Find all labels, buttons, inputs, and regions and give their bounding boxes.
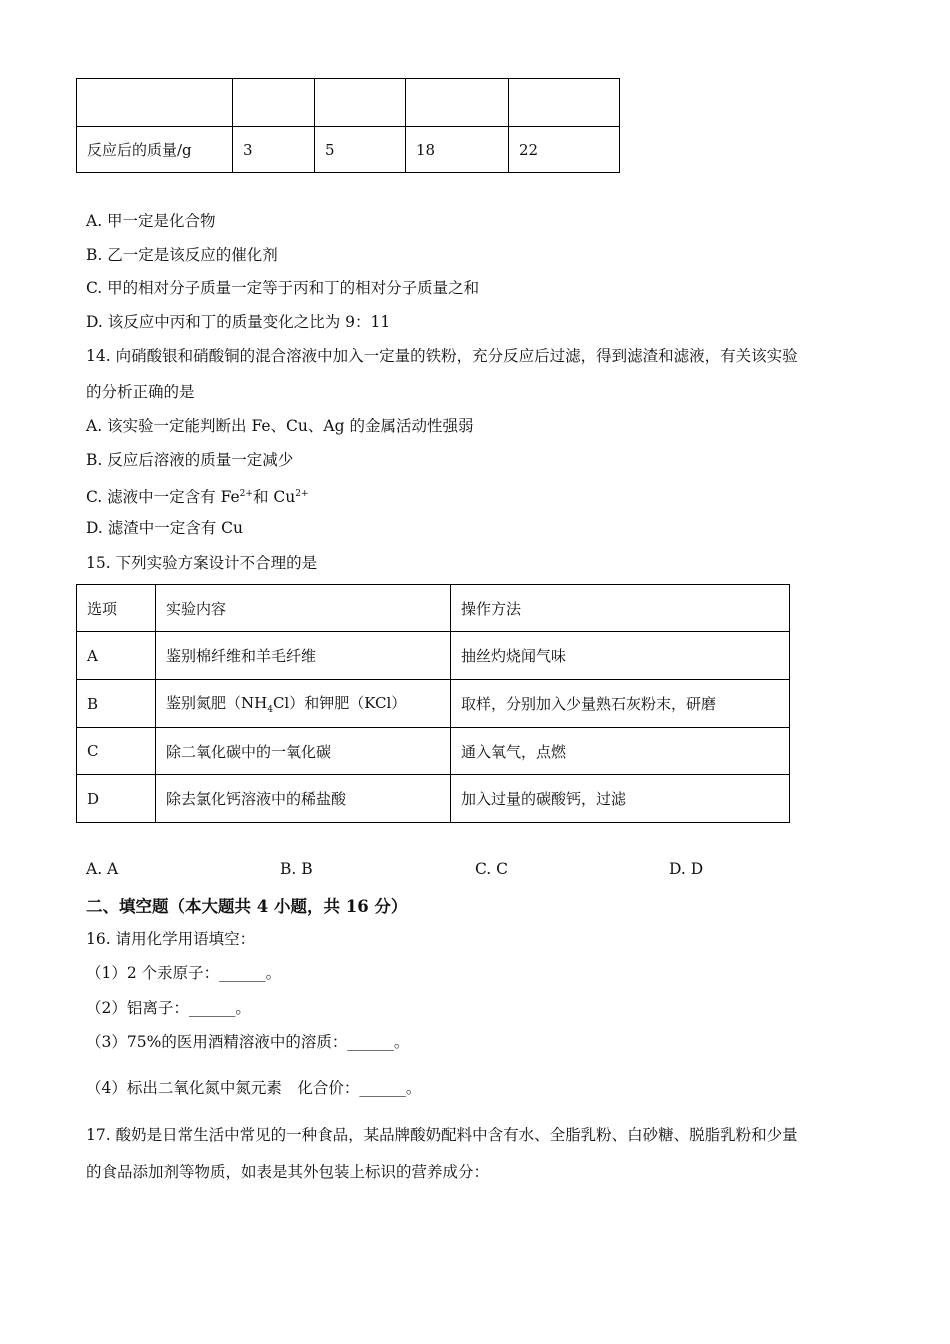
q14-option-a: A. 该实验一定能判断出 Fe、Cu、Ag 的金属活动性强弱 (86, 417, 474, 435)
table-cell (233, 79, 315, 127)
table-row (77, 127, 620, 173)
table-cell: 5 (315, 127, 406, 173)
q14-option-c-text: C. 滤液中一定含有 Fe (86, 488, 240, 507)
q13-option-a: A. 甲一定是化合物 (86, 212, 216, 230)
mass-table (76, 78, 620, 173)
superscript: 2+ (295, 489, 309, 499)
option-cell: C (77, 728, 156, 775)
option-cell: B (77, 680, 156, 728)
q15-choice-a: A. A (86, 860, 119, 878)
table-row (77, 79, 620, 127)
content-cell: 除二氧化碳中的一氧化碳 (156, 728, 451, 775)
q15-choice-c: C. C (475, 860, 509, 878)
q13-option-b: B. 乙一定是该反应的催化剂 (86, 246, 278, 264)
q16-stem: 16. 请用化学用语填空： (86, 930, 256, 948)
table-cell (509, 79, 620, 127)
table-row (77, 728, 790, 775)
q14-stem-line1: 14. 向硝酸银和硝酸铜的混合溶液中加入一定量的铁粉，充分反应后过滤，得到滤渣和滤液，有关该实验 (86, 347, 798, 365)
method-cell: 抽丝灼烧闻气味 (451, 632, 790, 680)
q17-line1: 17. 酸奶是日常生活中常见的一种食品，某品牌酸奶配料中含有水、全脂乳粉、白砂糖、脱脂乳粉和少量 (86, 1126, 798, 1144)
header-cell-method: 操作方法 (451, 585, 790, 632)
table-header-row (77, 585, 790, 632)
table-cell: 22 (509, 127, 620, 173)
q16-item-4: （4）标出二氧化氮中氮元素 化合价：______。 (86, 1079, 422, 1097)
superscript: 2+ (239, 489, 253, 499)
header-cell-option: 选项 (77, 585, 156, 632)
method-cell: 加入过量的碳酸钙，过滤 (451, 775, 790, 823)
table-cell: 18 (406, 127, 509, 173)
subscript: 4 (267, 705, 273, 715)
content-cell (156, 680, 451, 728)
table-row (77, 632, 790, 680)
q14-option-b: B. 反应后溶液的质量一定减少 (86, 451, 294, 469)
q16-item-2: （2）铝离子：______。 (86, 999, 251, 1017)
content-cell: 鉴别棉纤维和羊毛纤维 (156, 632, 451, 680)
table-cell: 3 (233, 127, 315, 173)
q16-item-3: （3）75%的医用酒精溶液中的溶质：______。 (86, 1033, 410, 1051)
table-cell (315, 79, 406, 127)
method-cell: 取样，分别加入少量熟石灰粉末，研磨 (451, 680, 790, 728)
q14-option-c (86, 484, 309, 507)
option-cell: D (77, 775, 156, 823)
q17-line2: 的食品添加剂等物质，如表是其外包装上标识的营养成分： (86, 1163, 490, 1181)
table-cell (77, 79, 233, 127)
table-row (77, 775, 790, 823)
experiment-table (76, 584, 790, 823)
content-text: 鉴别氮肥（NH (166, 694, 268, 712)
content-text-2: Cl）和钾肥（KCl） (272, 694, 407, 712)
table-row (77, 680, 790, 728)
section-heading: 二、填空题（本大题共 4 小题，共 16 分） (86, 897, 408, 916)
table-cell: 反应后的质量/g (77, 127, 233, 173)
method-cell: 通入氧气，点燃 (451, 728, 790, 775)
q15-choice-d: D. D (669, 860, 704, 878)
table-cell (406, 79, 509, 127)
q14-option-d: D. 滤渣中一定含有 Cu (86, 519, 243, 537)
q15-stem: 15. 下列实验方案设计不合理的是 (86, 554, 318, 572)
header-cell-content: 实验内容 (156, 585, 451, 632)
q13-option-c: C. 甲的相对分子质量一定等于丙和丁的相对分子质量之和 (86, 279, 480, 297)
q14-option-c-text-2: 和 Cu (252, 488, 296, 507)
content-cell: 除去氯化钙溶液中的稀盐酸 (156, 775, 451, 823)
q16-item-1: （1）2 个汞原子：______。 (86, 964, 282, 982)
q14-stem-line2: 的分析正确的是 (86, 383, 195, 401)
q15-choice-b: B. B (280, 860, 313, 878)
option-cell: A (77, 632, 156, 680)
q13-option-d: D. 该反应中丙和丁的质量变化之比为 9：11 (86, 313, 391, 331)
